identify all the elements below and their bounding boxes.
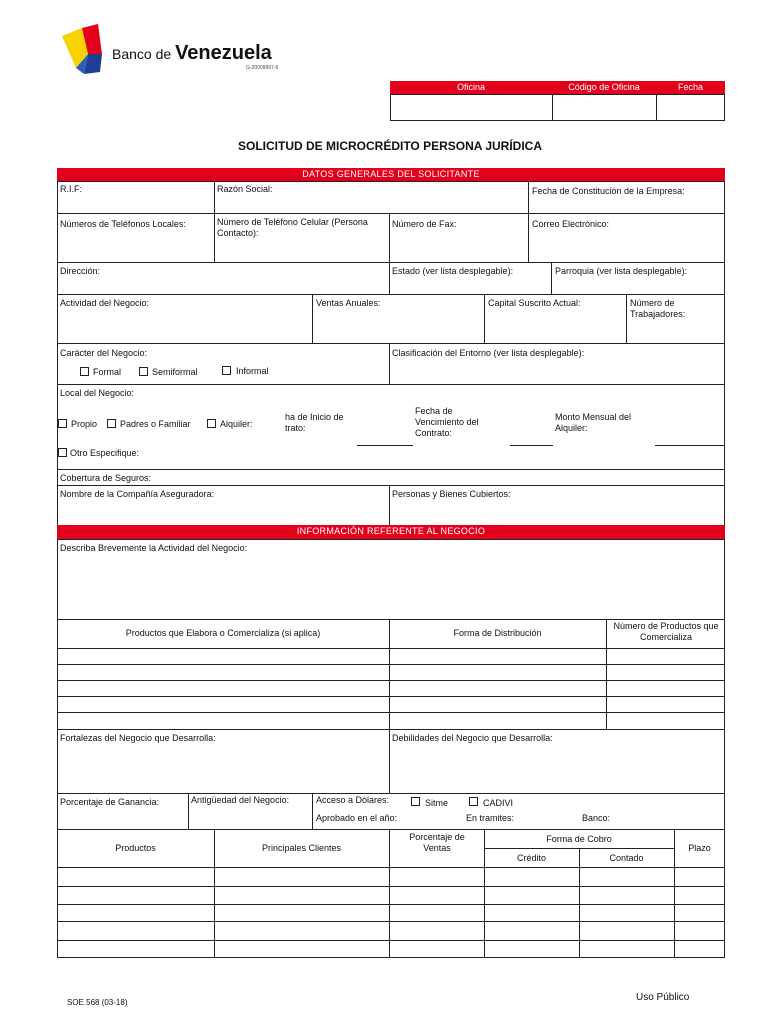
clients-table-row[interactable] [58,905,724,921]
office-code-header: Código de Oficina [568,82,640,92]
bank-logo [62,24,284,74]
razon-social-label: Razón Social: [217,184,273,194]
capital-label: Capital Suscrito Actual: [488,298,581,308]
cadivi-label: CADIVI [483,798,514,808]
caracter-semiformal-label: Semiformal [152,367,198,377]
clients-table-row[interactable] [58,941,724,957]
bank-name-main: Venezuela [175,42,272,64]
estado-select[interactable] [390,278,550,293]
telefonos-locales-label: Números de Teléfonos Locales: [60,219,186,229]
rif-input[interactable] [58,196,213,212]
otro-especifique-label: Otro Especifique: [70,448,140,458]
fortalezas-label: Fortalezas del Negocio que Desarrolla: [60,733,216,743]
fecha-vencimiento-line[interactable] [510,445,553,446]
fecha-constitucion-input[interactable] [529,198,724,212]
clasificacion-select[interactable] [390,360,724,383]
fax-input[interactable] [390,232,527,261]
local-propio-checkbox[interactable] [58,419,67,428]
forma-distribucion-header: Forma de Distribución [453,628,542,638]
fortalezas-input[interactable] [58,746,388,792]
section-header-general: DATOS GENERALES DEL SOLICITANTE [57,168,725,181]
porcentaje-ventas-header: Porcentaje de Ventas [409,832,465,853]
telefonos-locales-input[interactable] [58,232,213,261]
num-productos-header: Número de Productos que Comercializa [613,621,719,642]
products-table-row[interactable] [58,649,724,664]
bank-name-prefix: Banco de [112,46,176,62]
local-alquiler-label: Alquiler: [220,419,253,429]
rif-label: R.I.F: [60,184,82,194]
bank-logo-mark-icon [62,24,106,74]
productos-header: Productos [115,843,156,853]
fax-label: Número de Fax: [392,219,457,229]
porcentaje-ganancia-label: Porcentaje de Ganancia: [60,797,160,807]
uso-publico: Uso Público [636,992,690,1003]
local-padres-checkbox[interactable] [107,419,116,428]
antiguedad-input[interactable] [189,807,311,828]
capital-input[interactable] [485,310,625,342]
caracter-informal-label: Informal [236,366,269,376]
date-header: Fecha [677,82,703,92]
clients-table-row[interactable] [58,922,724,940]
cadivi-checkbox[interactable] [469,797,478,806]
actividad-label: Actividad del Negocio: [60,298,150,308]
fecha-inicio-label: ha de Inicio de trato: [285,412,344,433]
acceso-dolares-label: Acceso a Dólares: [316,795,390,805]
clients-table-row[interactable] [58,887,724,904]
telefono-celular-label: Número de Teléfono Celular (Persona Contacto): [217,217,368,238]
direccion-input[interactable] [58,278,388,293]
products-table-row[interactable] [58,713,724,729]
fecha-inicio-line[interactable] [357,445,413,446]
estado-label: Estado (ver lista desplegable): [392,266,514,276]
cobertura-label: Cobertura de Seguros: [60,473,152,483]
clasificacion-label: Clasificación del Entorno (ver lista desplegable): [392,348,585,358]
local-label: Local del Negocio: [60,388,135,398]
aseguradora-input[interactable] [58,501,388,524]
products-table-row[interactable] [58,665,724,680]
num-trabajadores-input[interactable] [627,324,724,342]
actividad-input[interactable] [58,310,311,342]
debilidades-label: Debilidades del Negocio que Desarrolla: [392,733,553,743]
office-header: Oficina [456,82,485,92]
local-alquiler-checkbox[interactable] [207,419,216,428]
products-table-row[interactable] [58,681,724,696]
razon-social-input[interactable] [215,196,527,212]
local-padres-label: Padres o Familiar [120,419,191,429]
office-input-row[interactable] [390,94,725,121]
local-propio-label: Propio [71,419,98,429]
aseguradora-label: Nombre de la Compañía Aseguradora: [60,489,215,499]
caracter-formal-label: Formal [93,367,122,377]
page-title: SOLICITUD DE MICROCRÉDITO PERSONA JURÍDICA [237,139,543,153]
correo-input[interactable] [529,232,724,261]
fecha-vencimiento-label: Fecha de Vencimiento del Contrato: [415,406,479,438]
aprobado-label: Aprobado en el año: [316,813,398,823]
debilidades-input[interactable] [390,746,724,792]
monto-mensual-label: Monto Mensual del Alquiler: [555,412,632,433]
fecha-constitucion-label: Fecha de Constitución de la Empresa: [532,186,685,196]
plazo-header: Plazo [688,843,711,853]
parroquia-label: Parroquia (ver lista desplegable): [555,266,688,276]
contado-header: Contado [609,853,644,863]
productos-elabora-header: Productos que Elabora o Comercializa (si aplica) [125,628,321,638]
form-code: SOE.568 (03-18) [67,998,128,1007]
credito-header: Crédito [516,853,546,863]
num-trabajadores-label: Número de Trabajadores: [630,298,686,319]
principales-clientes-header: Principales Clientes [261,843,342,853]
parroquia-select[interactable] [552,278,724,293]
monto-mensual-line[interactable] [655,445,725,446]
banco-label: Banco: [582,813,611,823]
clients-table-row[interactable] [58,868,724,886]
bank-rif: G-20009997-6 [246,65,279,71]
ventas-anuales-input[interactable] [313,310,483,342]
section-header-negocio: INFORMACIÓN REFERENTE AL NEGOCIO [57,525,725,539]
products-table-row[interactable] [58,697,724,712]
personas-bienes-input[interactable] [390,501,724,524]
ventas-anuales-label: Ventas Anuales: [316,298,381,308]
en-tramites-label: En tramites: [466,813,515,823]
forma-cobro-header: Forma de Cobro [546,834,612,844]
local-otro-checkbox[interactable] [58,448,67,457]
caracter-informal-checkbox[interactable] [222,366,231,375]
personas-bienes-label: Personas y Bienes Cubiertos: [392,489,511,499]
telefono-celular-input[interactable] [215,242,388,261]
caracter-formal-checkbox[interactable] [80,367,89,376]
correo-label: Correo Electrónico: [532,219,610,229]
antiguedad-label: Antigüedad del Negocio: [191,795,290,805]
direccion-label: Dirección: [60,266,101,276]
describa-label: Describa Brevemente la Actividad del Negocio: [60,543,248,553]
caracter-label: Carácter del Negocio: [60,348,148,358]
sitme-label: Sitme [425,798,449,808]
sitme-checkbox[interactable] [411,797,420,806]
porcentaje-ganancia-input[interactable] [58,809,187,828]
caracter-semiformal-checkbox[interactable] [139,367,148,376]
describa-input[interactable] [58,556,724,618]
